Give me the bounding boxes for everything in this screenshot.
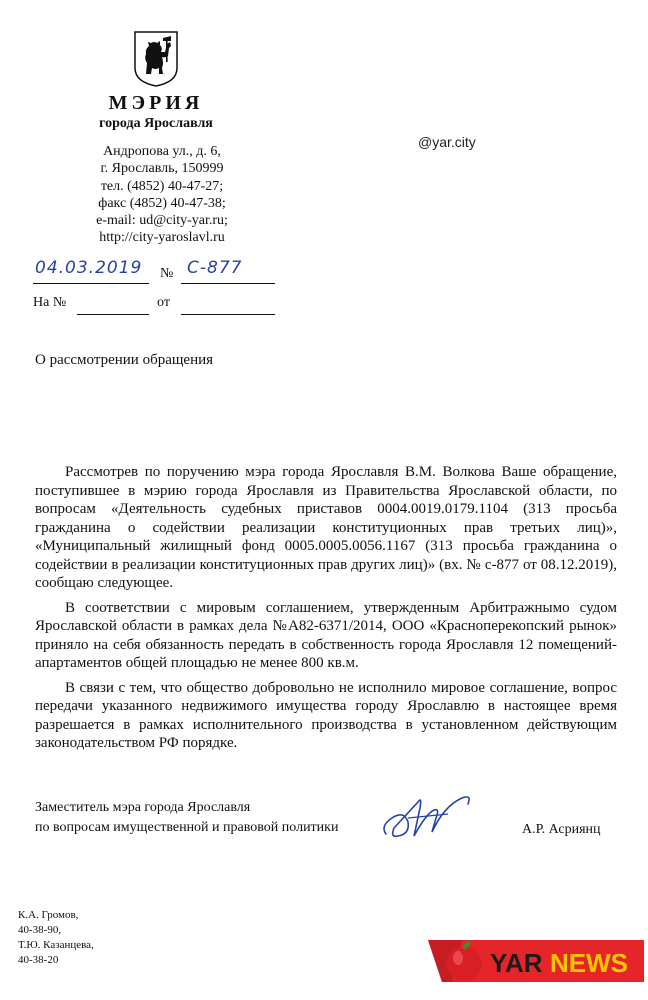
body-paragraph: В связи с тем, что общество добровольно не исполнило мировое соглашение, вопрос передачи указанного недвижимого имущества городу Ярославлю в настоящее время разрешается в рамках исполнительного производства в установленном действующим законодательством РФ порядке. [35,679,617,751]
registration-number: С-877 [187,258,243,278]
watermark-handle: @yar.city [418,134,476,150]
executor-line: 40-38-90, [18,924,62,936]
ref-label: На № [33,295,67,310]
address-line: г. Ярославль, 150999 [100,161,224,177]
signer-position-line: по вопросам имущественной и правовой политики [35,820,339,835]
executor-block [18,908,94,968]
yarnews-logo [422,930,644,992]
executor-line: Т.Ю. Казанцева, [18,939,94,951]
body-paragraph: Рассмотрев по поручению мэра города Ярославля В.М. Волкова Ваше обращение, поступившее в мэрию города Ярославля из Правительства Ярославской области, по вопросам «Деятельность судебных приставов 0004.0019.0179.1104 (313 просьба гражданина о содействии реализации конституционных прав третьих лиц)», «Муниципальный жилищный фонд 0005.0005.0056.1167 (313 просьба гражданина о содействии в реализации конституционных прав других лиц)» (вх. № с-877 от 08.12.2019), сообщаю следующее. [35,464,617,591]
handwritten-signature [378,788,478,844]
subject-line: О рассмотрении обращения [35,352,214,368]
registration-date: 04.03.2019 [35,258,143,278]
coat-of-arms-emblem [133,30,179,88]
executor-line: 40-38-20 [18,954,59,966]
org-title: МЭРИЯ [108,92,204,114]
logo-text-yar: YAR [490,948,543,978]
email-line: e-mail: ud@city-yar.ru; [96,213,228,229]
signer-position-line: Заместитель мэра города Ярославля [35,800,251,815]
logo-text-news: NEWS [550,948,628,978]
pepper-icon [446,947,482,981]
org-subtitle: города Ярославля [99,116,213,131]
from-label: от [157,295,170,310]
ref-date-line [181,297,275,315]
address-line: Андропова ул., д. 6, [103,144,221,159]
number-line [181,258,275,284]
date-line [33,258,149,284]
signer-position [35,798,338,838]
address-block [82,143,242,247]
website-line: http://city-yaroslavl.ru [99,230,225,246]
signer-name: А.Р. Асриянц [522,822,601,837]
fax-line: факс (4852) 40-47-38; [98,195,226,211]
ref-number-line [77,297,149,315]
executor-line: К.А. Громов, [18,909,79,921]
number-label: № [160,266,174,281]
body-paragraph: В соответствии с мировым соглашением, утвержденным Арбитражнымо судом Ярославской области в рамках дела №А82-6371/2014, ООО «Красноперекопский рынок» приняло на себя обязанность передать в собственность города Ярославля 12 помещений-апартаментов общей площадью не менее 800 кв.м. [35,599,617,671]
phone-line: тел. (4852) 40-47-27; [100,178,224,194]
letter-body [35,463,617,759]
